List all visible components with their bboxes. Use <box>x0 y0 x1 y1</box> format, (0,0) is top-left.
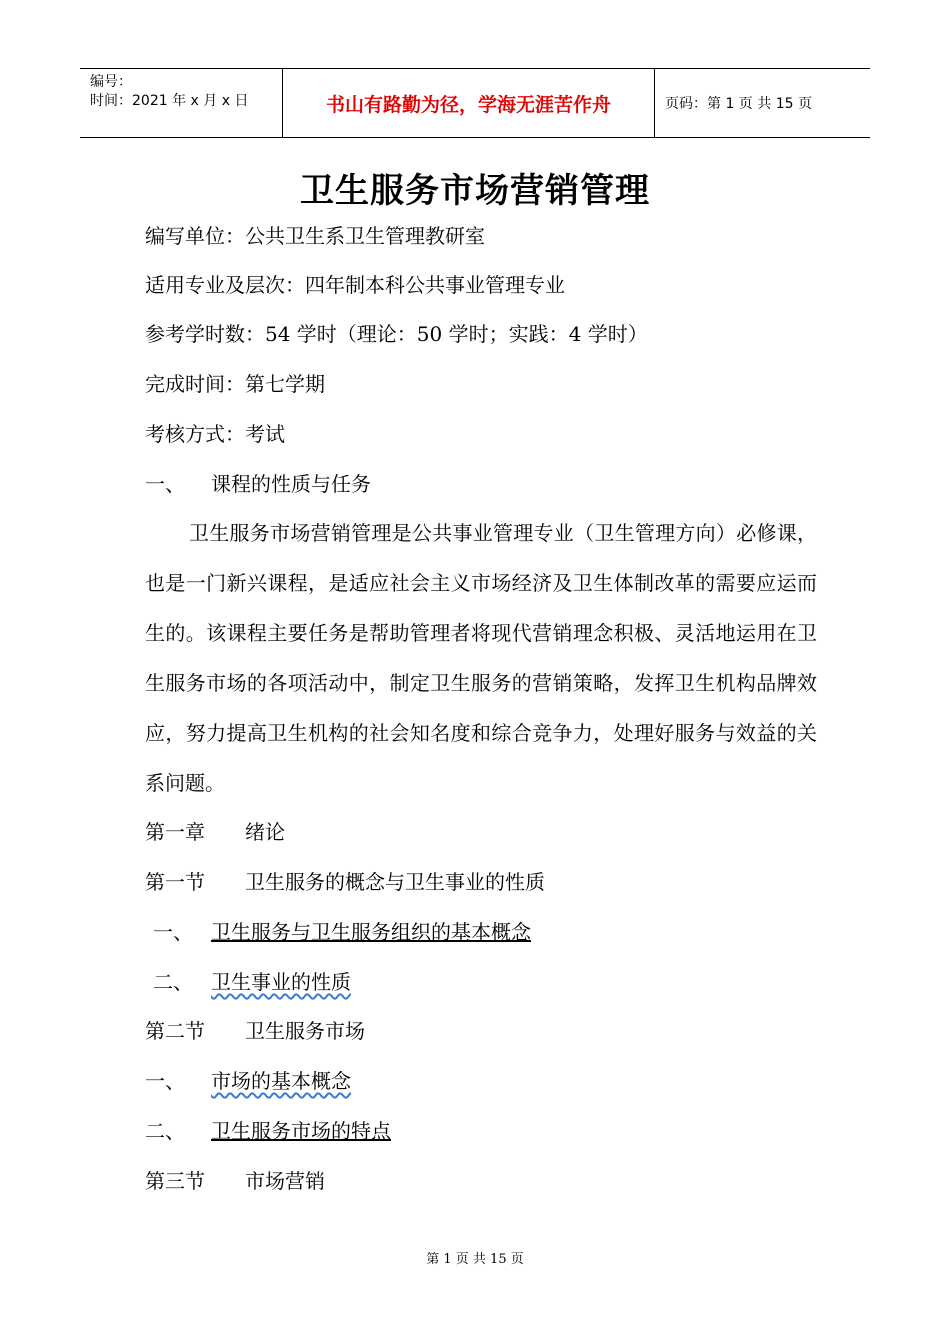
section-number: 一、 <box>145 472 185 496</box>
page-footer: 第 1 页 共 15 页 <box>426 1252 524 1267</box>
section-1-item-1 <box>153 919 531 945</box>
section-1-number: 第一节 <box>145 870 205 894</box>
section-2-number: 第二节 <box>145 1019 205 1043</box>
time-label: 时间：2021 年 x 月 x 日 <box>90 93 249 109</box>
item-number: 二、 <box>145 1119 185 1143</box>
item-title: 卫生服务市场的特点 <box>211 1119 391 1143</box>
section-title: 课程的性质与任务 <box>211 472 371 496</box>
section-3-number: 第三节 <box>145 1169 205 1193</box>
item-number: 二、 <box>153 970 193 994</box>
header-motto: 书山有路勤为径，学海无涯苦作舟 <box>282 69 655 137</box>
header-table <box>80 68 870 138</box>
document-title: 卫生服务市场营销管理 <box>300 171 650 211</box>
number-label: 编号： <box>90 74 132 90</box>
course-description: 卫生服务市场营销管理是公共事业管理专业（卫生管理方向）必修课，也是一门新兴课程，是适应社会主义市场经济及卫生体制改革的需要应运而生的。该课程主要任务是帮助管理者将现代营销理念积极、灵活地运用在卫生服务市场的各项活动中，制定卫生服务的营销策略，发挥卫生机构品牌效应，努力提高卫生机构的社会知名度和综合竞争力，处理好服务与效益的关系问题。 <box>145 521 817 795</box>
meta-exam: 考核方式：考试 <box>145 422 285 446</box>
chapter-title: 绪论 <box>245 820 285 844</box>
section-2-item-2 <box>145 1118 391 1144</box>
meta-unit: 编写单位：公共卫生系卫生管理教研室 <box>145 224 485 248</box>
section-2-heading <box>145 1018 365 1044</box>
item-title: 市场的基本概念 <box>211 1069 351 1093</box>
header-page-info: 页码：第 1 页 共 15 页 <box>665 96 812 112</box>
section-3-title: 市场营销 <box>245 1169 325 1193</box>
item-number: 一、 <box>153 920 193 944</box>
section-1-title: 卫生服务的概念与卫生事业的性质 <box>245 870 545 894</box>
chapter-number: 第一章 <box>145 820 205 844</box>
meta-term: 完成时间：第七学期 <box>145 372 325 396</box>
meta-hours: 参考学时数：54 学时（理论：50 学时；实践：4 学时） <box>145 322 648 346</box>
section-3-heading <box>145 1168 325 1194</box>
item-title: 卫生服务与卫生服务组织的基本概念 <box>211 920 531 944</box>
chapter-heading <box>145 819 285 845</box>
section-heading-1 <box>145 471 371 497</box>
section-2-item-1 <box>145 1068 351 1094</box>
section-2-title: 卫生服务市场 <box>245 1019 365 1043</box>
header-left-cell <box>80 69 282 137</box>
item-number: 一、 <box>145 1069 185 1093</box>
section-1-item-2 <box>153 969 351 995</box>
meta-major: 适用专业及层次：四年制本科公共事业管理专业 <box>145 273 565 297</box>
item-title: 卫生事业的性质 <box>211 970 351 994</box>
section-1-heading <box>145 869 545 895</box>
